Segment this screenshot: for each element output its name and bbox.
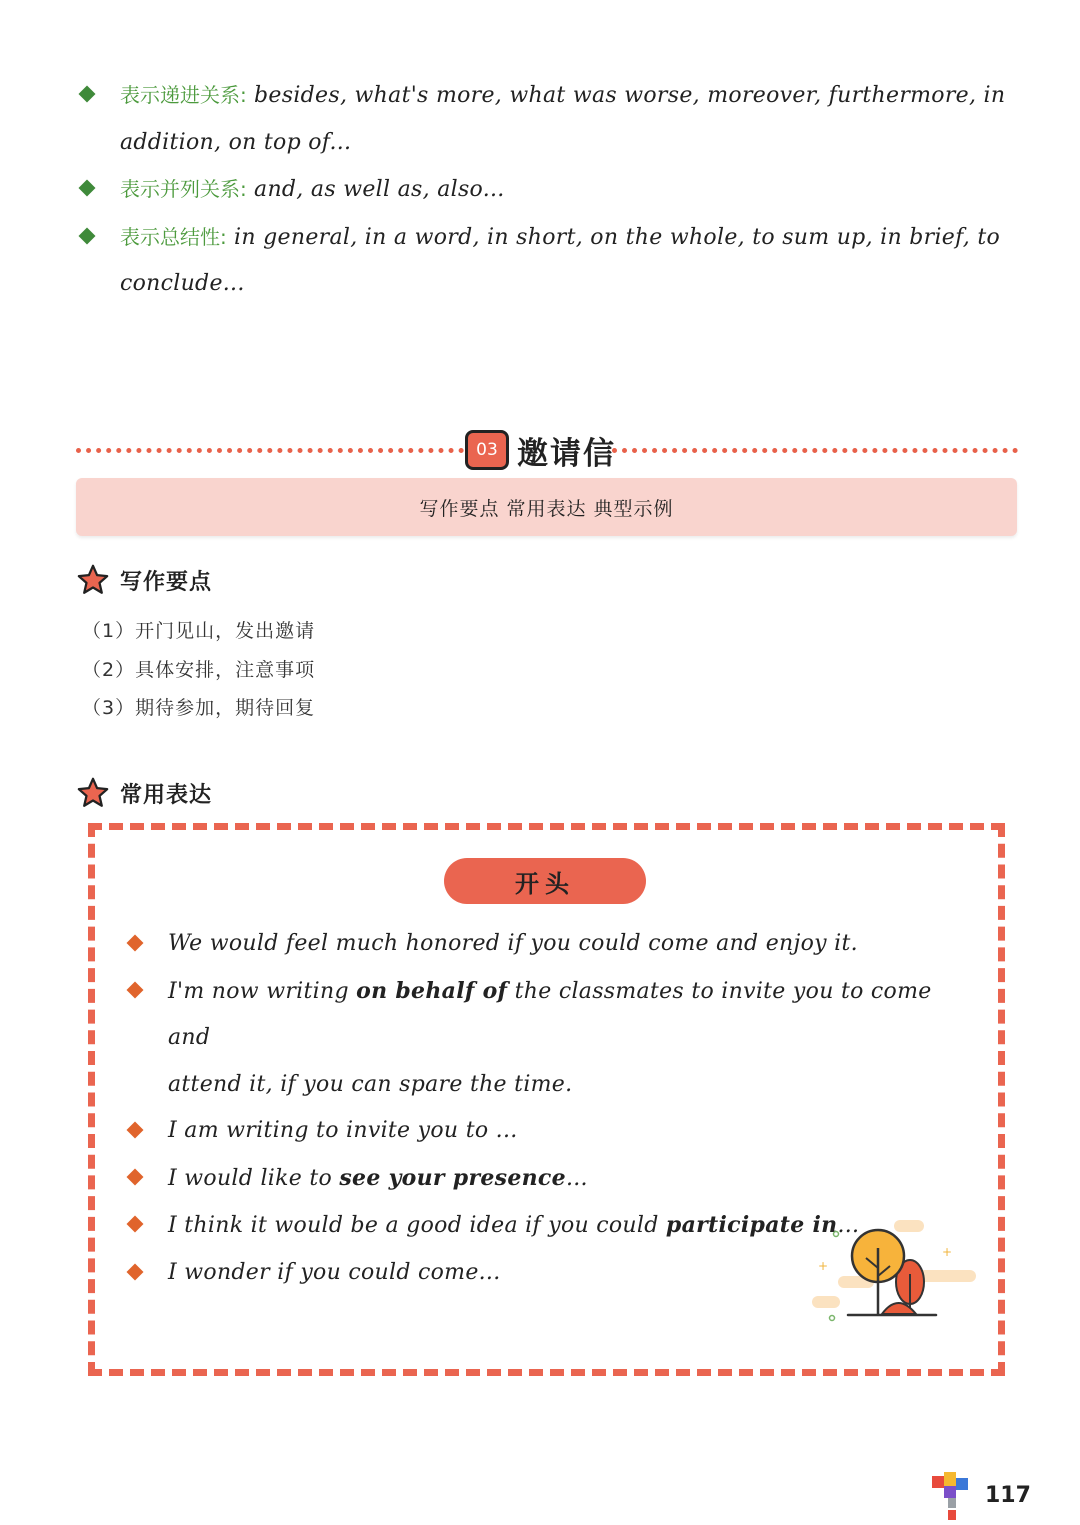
star-icon — [76, 563, 110, 597]
phrase-key: participate in — [665, 1212, 838, 1238]
phrase-item — [126, 1155, 976, 1203]
list-item: （2）具体安排，注意事项 — [82, 658, 316, 681]
phrase-text-cont: attend it, if you can spare the time. — [168, 1071, 573, 1097]
diamond-bullet-icon — [127, 1263, 144, 1280]
dotted-divider-left — [76, 448, 464, 453]
opening-pill: 开头 — [444, 858, 646, 904]
list-item — [78, 72, 1018, 166]
phrase-text: I would like to — [168, 1165, 340, 1191]
connector-words: in general, in a word, in short, on the whole, to sum up, in brief, to — [226, 224, 1001, 250]
list-item — [78, 166, 1018, 214]
diamond-bullet-icon — [79, 227, 96, 244]
star-icon — [76, 776, 110, 810]
diamond-bullet-icon — [127, 1122, 144, 1139]
phrase-text: the classmates to invite you to come and — [168, 978, 932, 1050]
section-tabs-bar: 写作要点 常用表达 典型示例 — [76, 478, 1017, 536]
svg-text:+: + — [818, 1259, 829, 1273]
svg-text:+: + — [942, 1245, 953, 1259]
list-item — [78, 214, 1018, 308]
connector-words-cont: addition, on top of... — [120, 129, 352, 155]
autumn-tree-icon — [808, 1218, 980, 1330]
dotted-divider-right — [612, 448, 1018, 453]
phrase-text: I am writing to invite you to ... — [168, 1118, 518, 1143]
category-label: 表示总结性: — [120, 224, 227, 249]
phrase-text: ... — [837, 1213, 860, 1238]
expressions-heading — [76, 776, 212, 810]
heading-text: 写作要点 — [120, 569, 213, 595]
connector-list — [78, 72, 1018, 308]
writing-points-heading — [76, 563, 212, 597]
phrase-key: on behalf of — [356, 977, 508, 1004]
phrase-key: see your presence — [339, 1164, 566, 1191]
phrase-text: I wonder if you could come... — [168, 1259, 501, 1285]
category-label: 表示并列关系: — [120, 177, 247, 201]
diamond-bullet-icon — [127, 981, 144, 998]
diamond-bullet-icon — [127, 1168, 144, 1185]
phrase-text: I think it would be a good idea if you could — [168, 1213, 666, 1238]
category-label: 表示递进关系: — [120, 83, 247, 107]
diamond-bullet-icon — [79, 86, 96, 103]
phrase-item — [126, 921, 976, 968]
connector-words: besides, what's more, what was worse, moreover, furthermore, in — [246, 83, 1006, 108]
list-item: （1）开门见山，发出邀请 — [82, 620, 316, 642]
writing-points-list — [82, 612, 315, 728]
phrase-text: ... — [565, 1165, 588, 1191]
connector-words-cont: conclude... — [120, 271, 245, 296]
phrase-item — [126, 1108, 976, 1155]
publisher-logo-icon — [930, 1470, 970, 1522]
phrase-text: I'm now writing — [168, 978, 357, 1004]
section-title: 邀请信 — [517, 436, 616, 472]
connector-words: and, as well as, also... — [246, 177, 505, 202]
phrase-item — [126, 968, 976, 1109]
page-number: 117 — [985, 1483, 1031, 1508]
list-item: （3）期待参加，期待回复 — [82, 697, 316, 719]
diamond-bullet-icon — [79, 180, 96, 197]
diamond-bullet-icon — [127, 935, 144, 952]
phrase-text: We would feel much honored if you could come and enjoy it. — [168, 931, 858, 956]
section-number-badge: 03 — [465, 430, 509, 470]
diamond-bullet-icon — [127, 1216, 144, 1233]
heading-text: 常用表达 — [120, 782, 213, 808]
